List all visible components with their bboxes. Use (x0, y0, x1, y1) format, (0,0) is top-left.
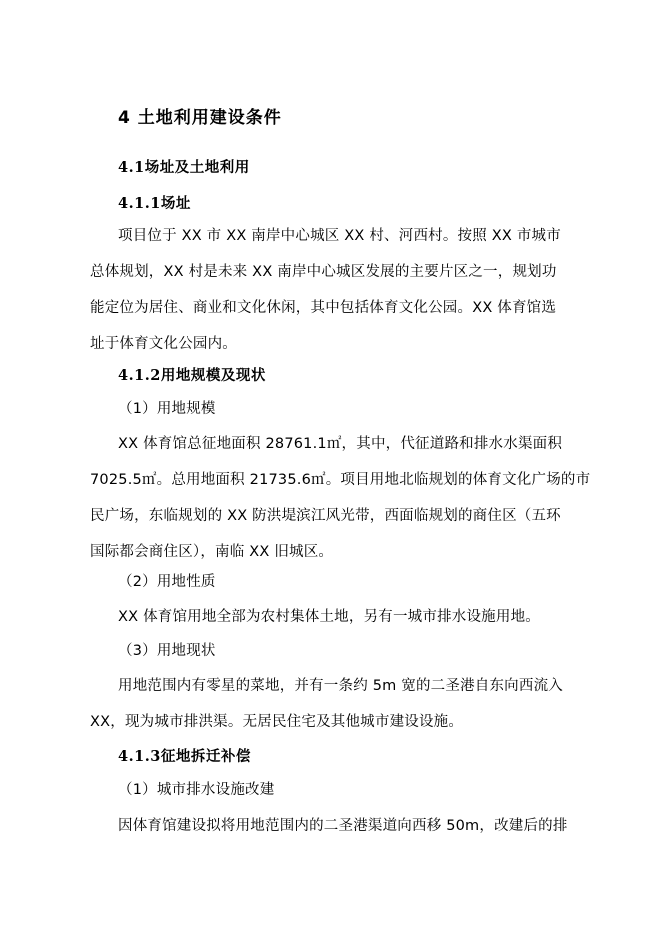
item-label-land-nature: （2）用地性质 (118, 574, 216, 590)
paragraph-line: XX，现为城市排洪渠。无居民住宅及其他城市建设设施。 (90, 714, 464, 730)
paragraph-line: 民广场，东临规划的 XX 防洪堤滨江风光带，西面临规划的商住区（五环 (90, 508, 561, 524)
paragraph-line: 因体育馆建设拟将用地范围内的二圣港渠道向西移 50m，改建后的排 (118, 818, 568, 834)
paragraph-line: 能定位为居住、商业和文化休闲，其中包括体育文化公园。XX 体育馆选 (90, 300, 557, 316)
subsection-heading-4-1-3: 4.1.3征地拆迁补偿 (118, 748, 251, 765)
paragraph-site (90, 218, 561, 362)
subsection-heading-4-1: 4.1场址及土地利用 (118, 159, 250, 176)
paragraph-drainage (90, 808, 568, 844)
paragraph-line: 总体规划，XX 村是未来 XX 南岸中心城区发展的主要片区之一，规划功 (90, 264, 557, 280)
paragraph-land-nature (118, 599, 540, 635)
subsection-heading-4-1-2: 4.1.2用地规模及现状 (118, 367, 266, 384)
item-label-land-scale: （1）用地规模 (118, 401, 216, 417)
paragraph-line: 国际都会商住区），南临 XX 旧城区。 (90, 544, 334, 560)
paragraph-line: 址于体育文化公园内。 (90, 336, 237, 352)
item-label-land-status: （3）用地现状 (118, 643, 216, 659)
section-heading: 4 土地利用建设条件 (118, 108, 282, 128)
paragraph-line: XX 体育馆总征地面积 28761.1㎡，其中，代征道路和排水水渠面积 (118, 436, 563, 452)
paragraph-line: 7025.5㎡。总用地面积 21735.6㎡。项目用地北临规划的体育文化广场的市 (90, 472, 591, 488)
paragraph-line: 用地范围内有零星的菜地，并有一条约 5m 宽的二圣港自东向西流入 (118, 678, 563, 694)
item-label-drainage: （1）城市排水设施改建 (118, 782, 275, 798)
paragraph-land-scale (90, 426, 590, 570)
subsection-heading-4-1-1: 4.1.1场址 (118, 195, 191, 212)
paragraph-line: XX 体育馆用地全部为农村集体土地，另有一城市排水设施用地。 (118, 609, 540, 625)
paragraph-line: 项目位于 XX 市 XX 南岸中心城区 XX 村、河西村。按照 XX 市城市 (118, 228, 561, 244)
paragraph-land-status (90, 668, 563, 740)
